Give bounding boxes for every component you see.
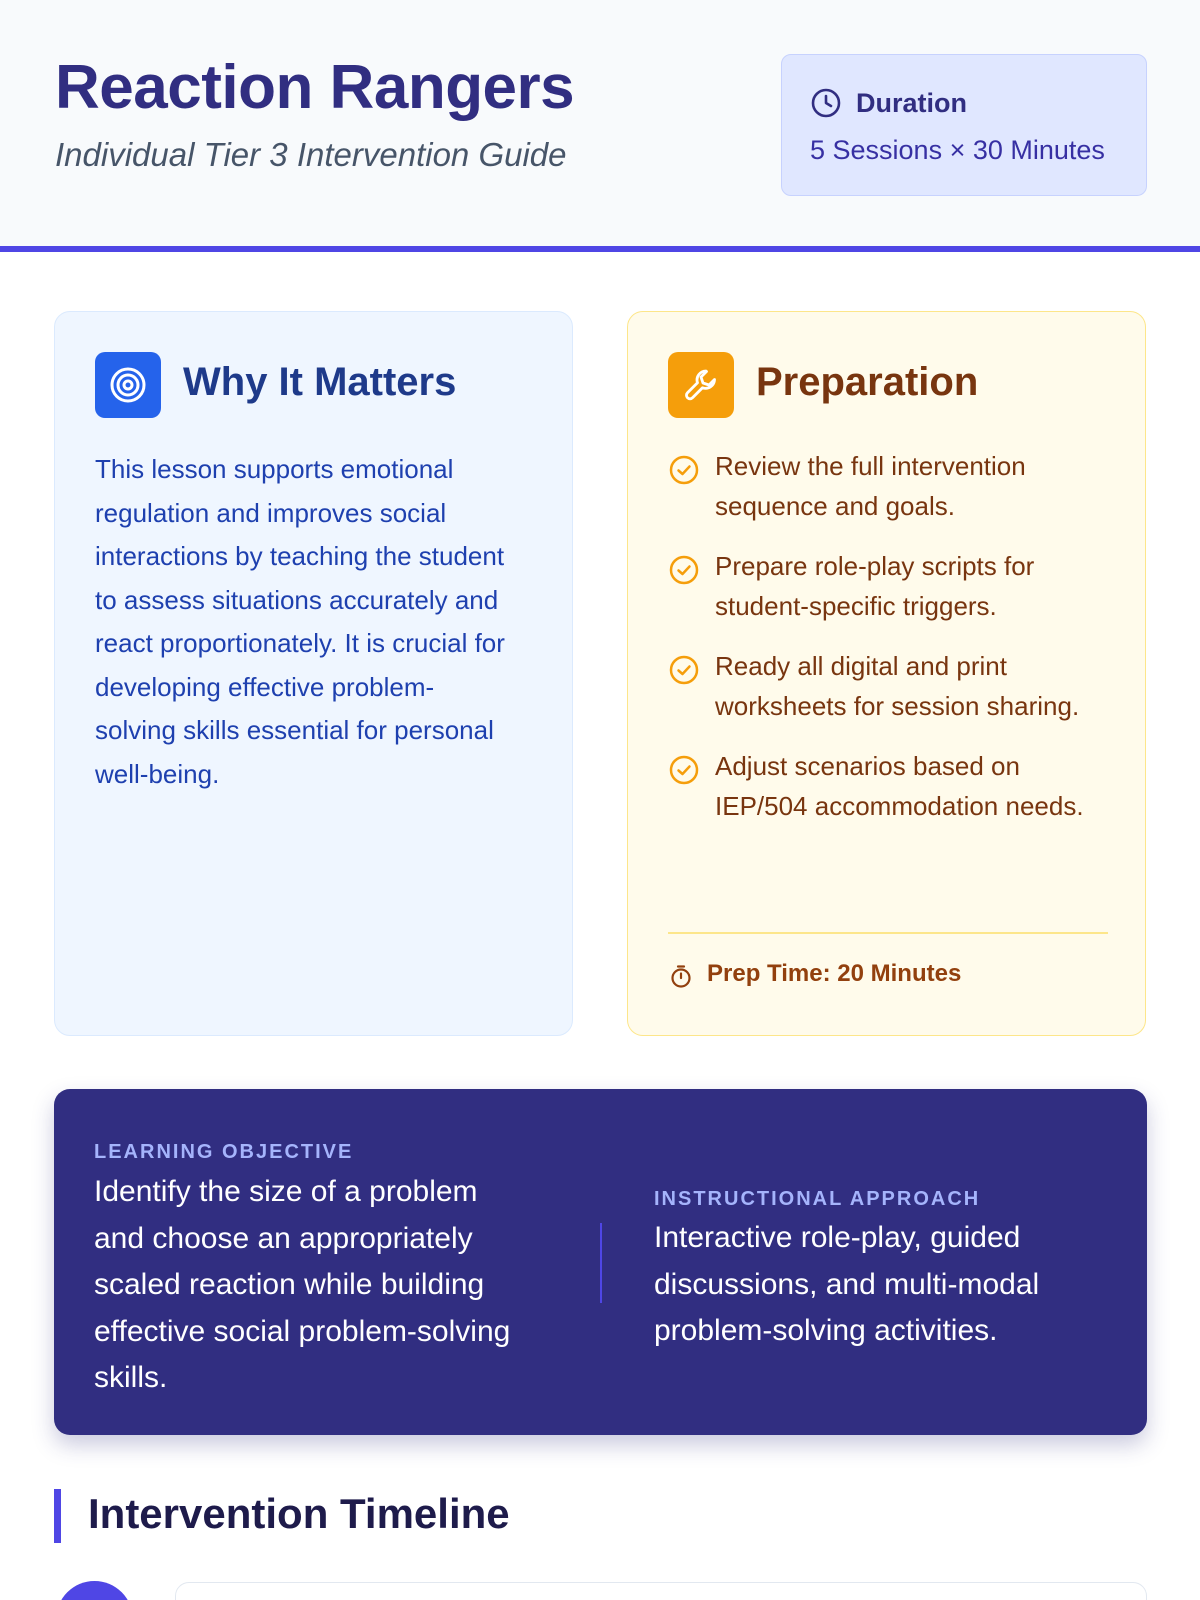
duration-value: 5 Sessions × 30 Minutes <box>810 135 1105 165</box>
check-circle-icon <box>668 554 700 586</box>
stopwatch-icon <box>668 963 694 989</box>
list-item <box>668 646 1108 726</box>
timeline-title: Intervention Timeline <box>88 1490 510 1537</box>
page-title: Reaction Rangers <box>55 53 575 122</box>
timeline-step-marker <box>56 1581 133 1600</box>
page-subtitle: Individual Tier 3 Intervention Guide <box>55 136 567 173</box>
preparation-title: Preparation <box>756 360 979 404</box>
prep-item-text: Prepare role-play scripts for student-specific triggers. <box>715 551 1035 621</box>
learning-objective-text: Identify the size of a problem and choose an appropriately scaled reaction while building effective social problem-solving skills. <box>94 1175 511 1394</box>
why-title: Why It Matters <box>183 360 457 404</box>
wrench-icon-box <box>668 352 734 418</box>
learning-objective-label: LEARNING OBJECTIVE <box>94 1141 354 1163</box>
duration-label: Duration <box>856 88 967 118</box>
timeline-accent-bar <box>54 1489 61 1543</box>
preparation-list <box>668 446 1108 846</box>
why-text: This lesson supports emotional regulation and improves social interactions by teaching the student to assess situations accurately and react proportionately. It is crucial for developing effective problem-solving skills essential for personal well-being. <box>95 454 505 789</box>
list-item <box>668 546 1108 626</box>
prep-divider <box>668 932 1108 934</box>
instructional-approach-label: INSTRUCTIONAL APPROACH <box>654 1188 981 1210</box>
instructional-approach-text: Interactive role-play, guided discussions, and multi-modal problem-solving activities. <box>654 1221 1040 1347</box>
objective-separator <box>600 1223 602 1303</box>
prep-item-text: Review the full intervention sequence and goals. <box>715 451 1026 521</box>
list-item <box>668 446 1108 526</box>
prep-item-text: Ready all digital and print worksheets for session sharing. <box>715 651 1080 721</box>
page-header <box>0 0 1200 252</box>
check-circle-icon <box>668 754 700 786</box>
duration-badge <box>781 54 1147 196</box>
clock-icon <box>810 87 842 119</box>
why-it-matters-card <box>54 311 573 1036</box>
timeline-step-card <box>175 1582 1147 1600</box>
prep-item-text: Adjust scenarios based on IEP/504 accommodation needs. <box>715 751 1084 821</box>
target-icon-box <box>95 352 161 418</box>
preparation-card <box>627 311 1146 1036</box>
check-circle-icon <box>668 454 700 486</box>
check-circle-icon <box>668 654 700 686</box>
list-item <box>668 746 1108 826</box>
objective-panel <box>54 1089 1147 1435</box>
wrench-icon <box>681 365 721 405</box>
target-icon <box>108 365 148 405</box>
prep-time-text: Prep Time: 20 Minutes <box>707 960 962 987</box>
